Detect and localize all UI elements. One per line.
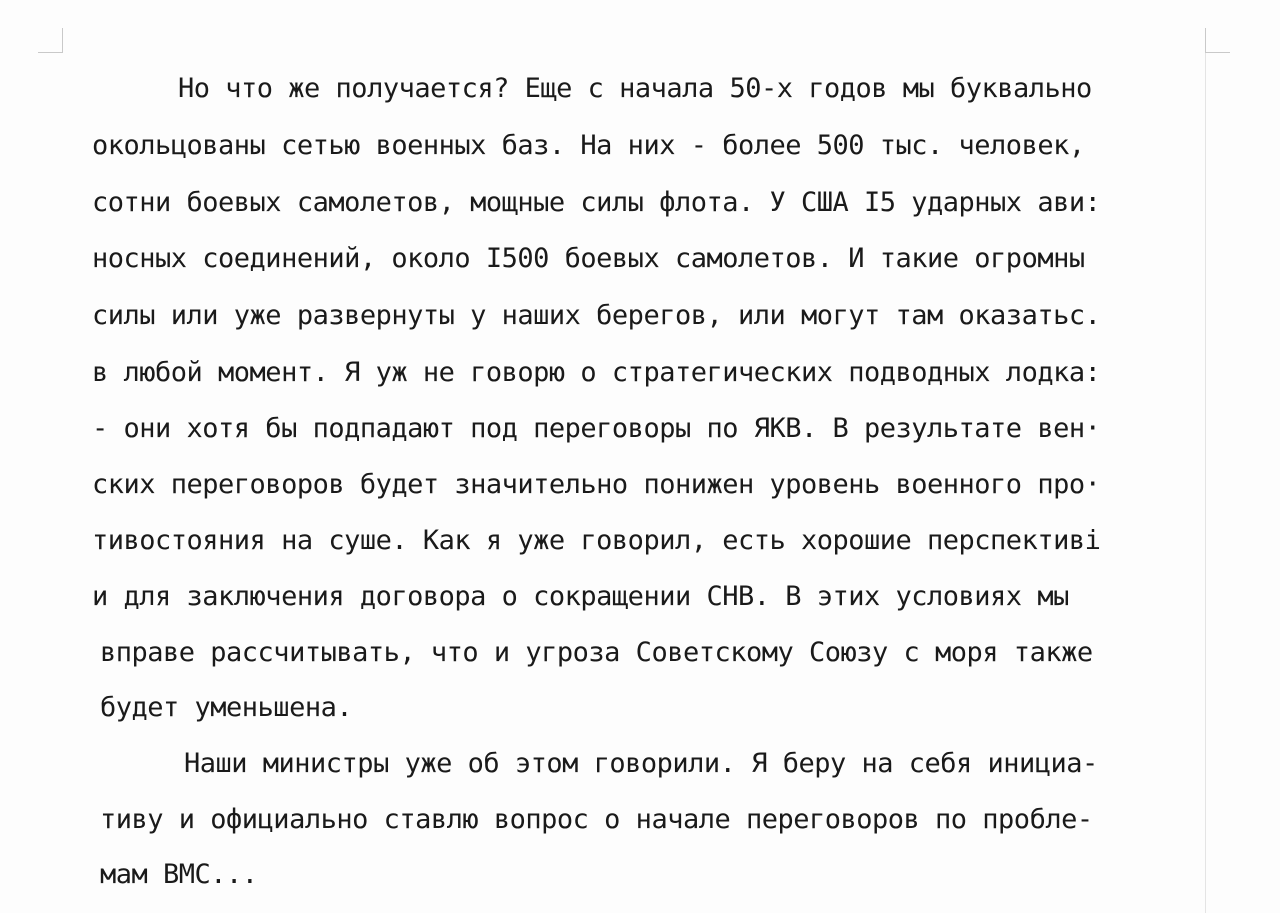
text-line: и для заключения договора о сокращении СНВ. В этих условиях мы <box>92 581 1069 612</box>
text-line: тивостояния на суше. Как я уже говорил, есть хорошие перспективі <box>92 525 1101 556</box>
text-line: Наши министры уже об этом говорили. Я беру на себя инициа- <box>184 748 1098 779</box>
text-line: вправе рассчитывать, что и угроза Советскому Союзу с моря также <box>100 637 1093 668</box>
text-line: Но что же получается? Еще с начала 50-х годов мы буквально <box>178 73 1092 104</box>
text-line: тиву и официально ставлю вопрос о начале переговоров по пробле- <box>100 804 1093 835</box>
text-line: мам ВМС... <box>100 859 258 890</box>
text-line: будет уменьшена. <box>100 692 353 723</box>
text-line: носных соединений, около I500 боевых самолетов. И такие огромны <box>92 243 1085 274</box>
text-line: в любой момент. Я уж не говорю о стратегических подводных лодка: <box>92 357 1101 388</box>
text-line: силы или уже развернуты у наших берегов, или могут там оказатьс. <box>92 300 1101 331</box>
text-line: ских переговоров будет значительно понижен уровень военного про· <box>92 469 1101 500</box>
text-line: - они хотя бы подпадают под переговоры по ЯКВ. В результате вен· <box>92 413 1101 444</box>
text-line: окольцованы сетью военных баз. На них - более 500 тыс. человек, <box>92 130 1085 161</box>
text-line: сотни боевых самолетов, мощные силы флота. У США I5 ударных ави: <box>92 187 1101 218</box>
